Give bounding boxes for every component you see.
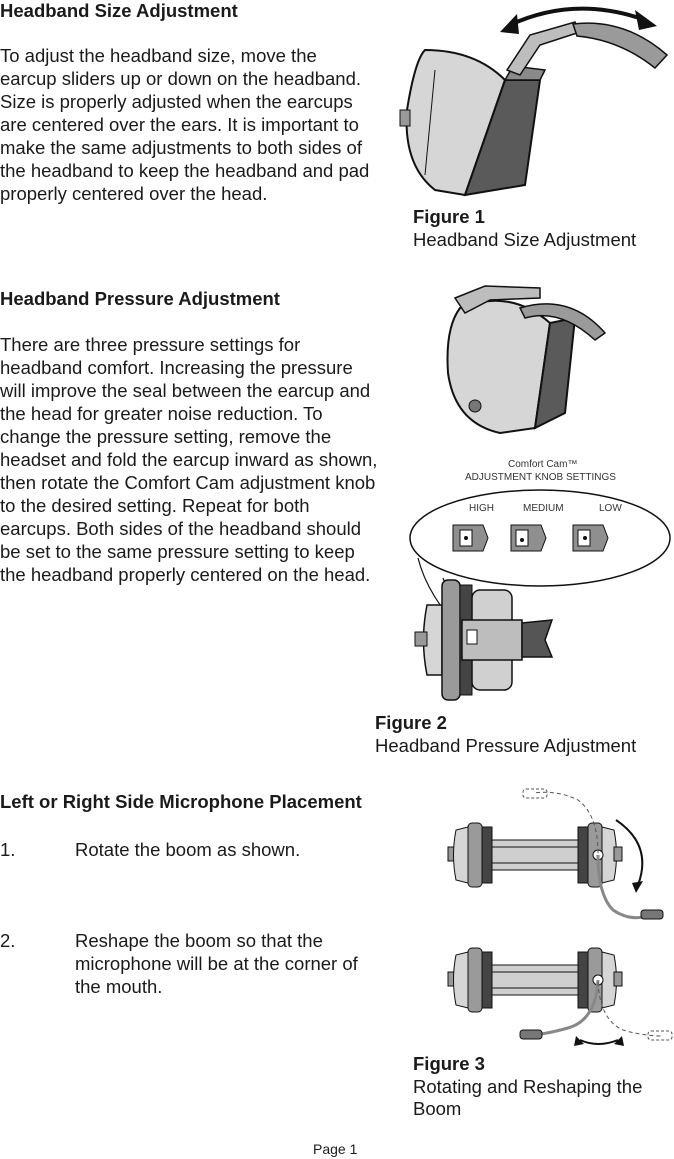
knob-settings-title: Comfort Cam™ [508,459,578,470]
instruction-step-1 [0,838,380,862]
figure1-caption: Headband Size Adjustment [413,229,637,250]
knob-high-icon [453,525,488,551]
figure1-title: Figure 1 [413,206,485,227]
figure1-illustration [395,0,674,200]
figure3-reshape-boom-illustration [448,940,674,1055]
section-heading-microphone-placement: Left or Right Side Microphone Placement [0,791,362,812]
figure3-rotate-boom-illustration [448,785,674,930]
step-2-text: Reshape the boom so that the microphone will be at the corner of the mouth. [75,930,358,997]
knob-setting-low-label: LOW [599,503,622,514]
section-heading-headband-size: Headband Size Adjustment [0,0,238,21]
section-heading-headband-pressure: Headband Pressure Adjustment [0,288,280,309]
knob-setting-high-label: HIGH [469,503,494,514]
figure2-folded-earcup-illustration [440,278,620,438]
step-1-text: Rotate the boom as shown. [75,839,301,860]
figure3-title: Figure 3 [413,1053,485,1074]
section-body-headband-pressure: There are three pressure settings for headband comfort. Increasing the pressure will improve the seal between the earcup and the head for greater noise reduction. To change the pressure setting, remove the headset and fold the earcup inward as shown, then rotate the Comfort Cam adjustment knob to the desired setting. Repeat for both earcups. Both sides of the headband should be set to the same pressure setting to keep the headband properly centered on the head. [0,334,378,585]
step-1-number: 1. [0,839,16,860]
figure2-title: Figure 2 [375,712,447,733]
figure2-caption: Headband Pressure Adjustment [375,735,637,756]
step-2-number: 2. [0,930,16,951]
page-number: Page 1 [313,1141,358,1157]
instruction-step-2 [0,929,380,1001]
knob-low-icon [573,525,608,551]
section-body-headband-size: To adjust the headband size, move the earcup sliders up or down on the headband. Size is properly adjusted when the earcups are centered over the ears. It is important to make the same adjustments to both sides of the headband to keep the headband and pad properly centered over the head. [0,45,370,204]
figure3-caption: Rotating and Reshaping the Boom [413,1076,643,1119]
knob-medium-icon [511,525,546,551]
knob-setting-medium-label: MEDIUM [523,503,564,514]
figure2-earcup-side-illustration [412,575,572,705]
knob-settings-subtitle: ADJUSTMENT KNOB SETTINGS [465,472,616,483]
